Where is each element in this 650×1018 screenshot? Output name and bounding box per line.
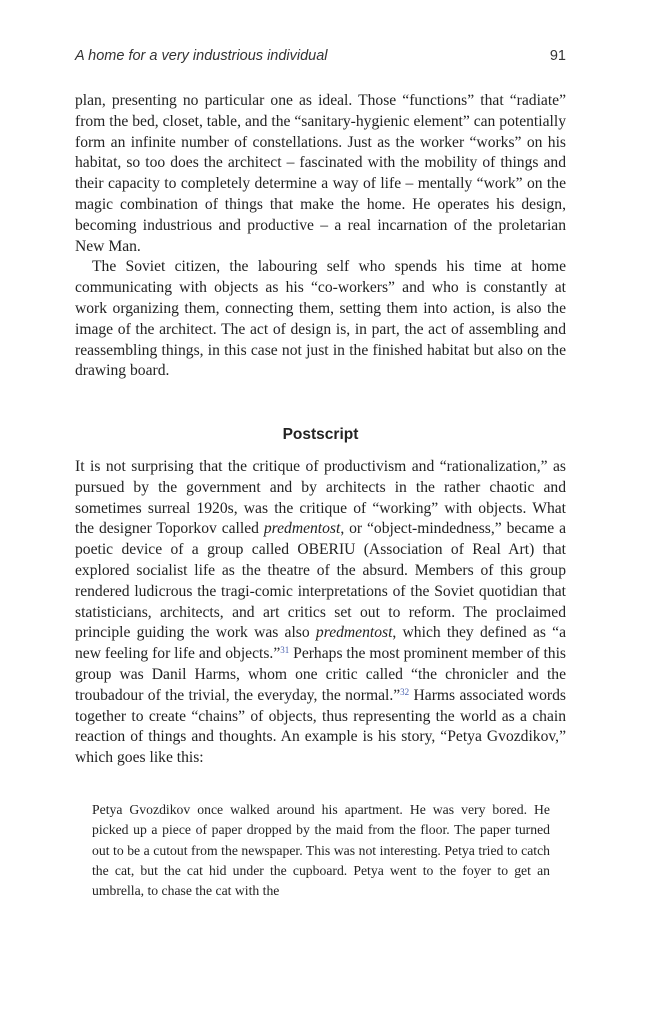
text-segment: , which they defined as “a new feeling for life and objects.” bbox=[75, 624, 566, 663]
italic-term: predmentost bbox=[263, 520, 341, 538]
italic-term: predmentost bbox=[315, 624, 393, 642]
block-quote: Petya Gvozdikov once walked around his apartment. He was very bored. He picked up a piece of paper dropped by the maid from the floor. The paper turned out to be a cutout from the newspaper. This was not interesting. Petya tried to catch the cat, but the cat hid under the cupboard. Petya went to the foyer to get an umbrella, to chase the cat with the bbox=[92, 802, 550, 899]
page-number: 91 bbox=[549, 48, 566, 64]
postscript-body bbox=[75, 457, 566, 769]
running-title: A home for a very industrious individual bbox=[75, 48, 328, 64]
paragraph-continuation: plan, presenting no particular one as ideal. Those “functions” that “radiate” from the bed, closet, table, and the “sanitary-hygienic element” can potentially form an infinite number of constellations. Just as the worker “works” on his habitat, so too does the architect – fascinated with the mobility of things and their capacity to completely determine a way of life – mentally “work” on the magic combination of things that make the home. He operates his design, becoming industrious and productive – a real incarnation of the proletarian New Man. bbox=[75, 92, 566, 255]
text-segment: It is not surprising that the critique of productivism and “rationalization,” as pursued by the government and by architects in the rather chaotic and sometimes surreal 1920s, was the critique of “working” with objects. What the designer Toporkov called bbox=[75, 458, 566, 538]
paragraph-soviet-citizen: The Soviet citizen, the labouring self who spends his time at home communicating with objects as his “co-workers” and who is constantly at work organizing them, connecting them, setting them into action, is also the image of the architect. The act of design is, in part, the act of assembling and reassembling things, in this case not just in the finished habitat but also on the drawing board. bbox=[75, 258, 566, 380]
text-segment: Perhaps the most prominent member of this group was Danil Harms, whom one critic called “the chronicler and the troubadour of the trivial, the everyday, the normal.” bbox=[75, 645, 567, 704]
running-header bbox=[75, 48, 566, 70]
footnote-ref-32[interactable]: 32 bbox=[400, 686, 410, 697]
section-body bbox=[75, 91, 566, 382]
paragraph-postscript bbox=[75, 457, 566, 769]
section-heading-postscript: Postscript bbox=[282, 426, 359, 443]
footnote-ref-31[interactable]: 31 bbox=[280, 645, 290, 656]
text-segment: , or “object-mindedness,” became a poetic device of a group called OBERIU (Association of Real Art) that explored socialist life as the theatre of the absurd. Members of this group rendered ludicrous the tragi-comic interpretations of the Soviet quotidian that statisticians, architects, and art critics set out to reform. The proclaimed principle guiding the work was also bbox=[75, 520, 566, 642]
text-segment: Harms associated words together to create “chains” of objects, thus representing the world as a chain reaction of things and thoughts. An example is his story, “Petya Gvozdikov,” which goes like this: bbox=[75, 686, 566, 767]
